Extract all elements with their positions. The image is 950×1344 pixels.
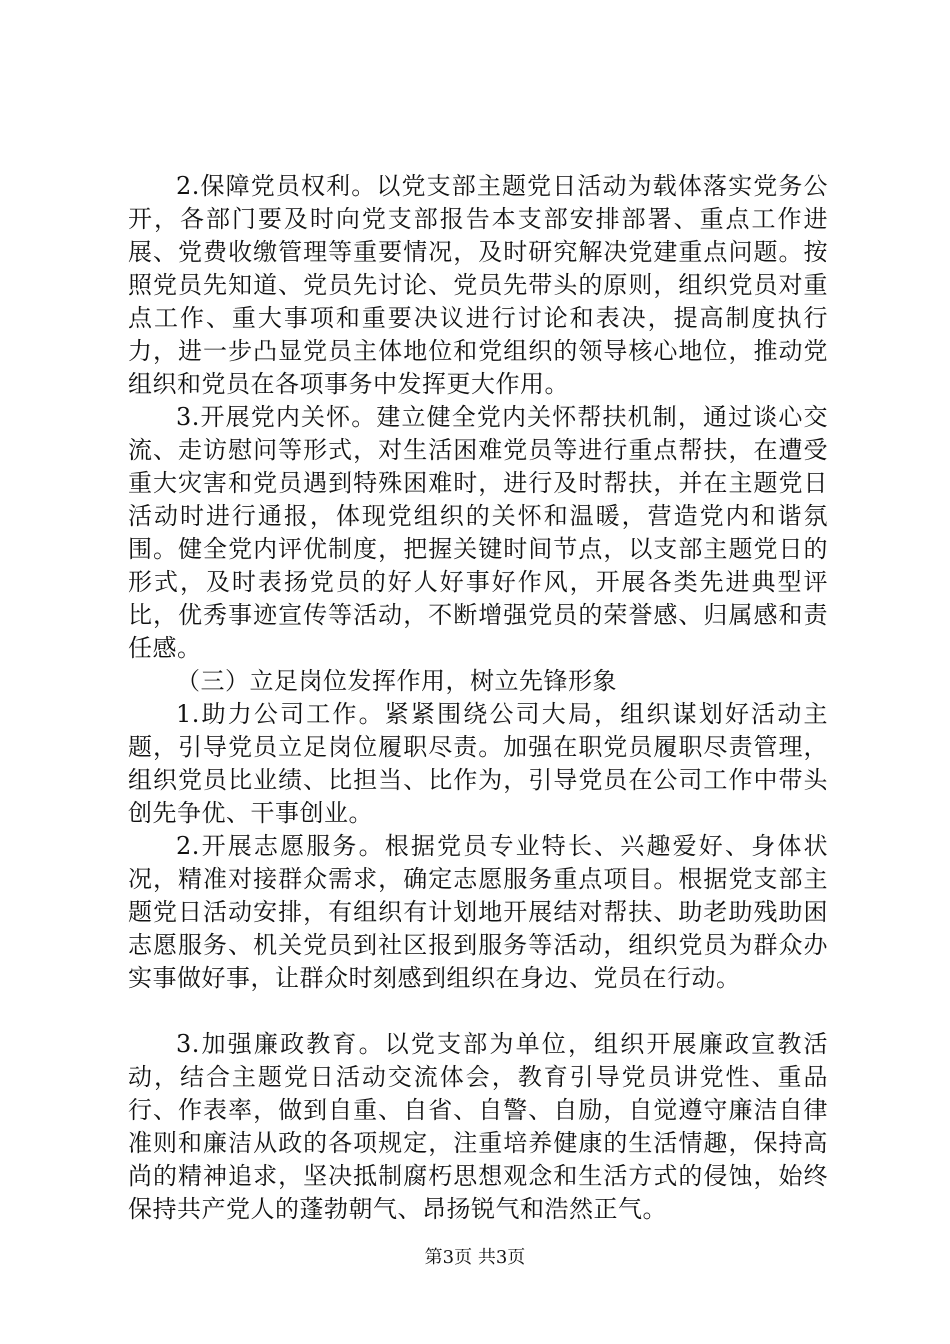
paragraph-protect-rights: 2.保障党员权利。以党支部主题党日活动为载体落实党务公开，各部门要及时向党支部报告本支部安排部署、重点工作进展、党费收缴管理等重要情况，及时研究解决党建重点问题。按照党员先知道、党员先讨论、党员先带头的原则，组织党员对重点工作、重大事项和重要决议进行讨论和表决，提高制度执行力，进一步凸显党员主体地位和党组织的领导核心地位，推动党组织和党员在各项事务中发挥更大作用。 [128, 172, 828, 398]
paragraph-volunteer-service: 2.开展志愿服务。根据党员专业特长、兴趣爱好、身体状况，精准对接群众需求，确定志愿服务重点项目。根据党支部主题党日活动安排，有组织有计划地开展结对帮扶、助老助残助困志愿服务、机关党员到社区报到服务等活动，组织党员为群众办实事做好事，让群众时刻感到组织在身边、党员在行动。 [128, 832, 828, 992]
page-number-footer: 第3页 共3页 [424, 1247, 526, 1268]
paragraph-integrity-education: 3.加强廉政教育。以党支部为单位，组织开展廉政宣教活动，结合主题党日活动交流体会，教育引导党员讲党性、重品行、作表率，做到自重、自省、自警、自励，自觉遵守廉洁自律准则和廉洁从政的各项规定，注重培养健康的生活情趣，保持高尚的精神追求，坚决抵制腐朽思想观念和生活方式的侵蚀，始终保持共产党人的蓬勃朝气、昂扬锐气和浩然正气。 [128, 1030, 828, 1223]
section-heading-three: （三）立足岗位发挥作用，树立先锋形象 [176, 667, 617, 695]
paragraph-gap [128, 995, 828, 1028]
document-body [128, 170, 828, 1226]
paragraph-party-care: 3.开展党内关怀。建立健全党内关怀帮扶机制，通过谈心交流、走访慰问等形式，对生活困难党员等进行重点帮扶，在遭受重大灾害和党员遇到特殊困难时，进行及时帮扶，并在主题党日活动时进行通报，体现党组织的关怀和温暖，营造党内和谐氛围。健全党内评优制度，把握关键时间节点，以支部主题党日的形式，及时表扬党员的好人好事好作风，开展各类先进典型评比，优秀事迹宣传等活动，不断增强党员的荣誉感、归属感和责任感。 [128, 403, 828, 662]
paragraph-company-work: 1.助力公司工作。紧紧围绕公司大局，组织谋划好活动主题，引导党员立足岗位履职尽责。加强在职党员履职尽责管理，组织党员比业绩、比担当、比作为，引导党员在公司工作中带头创先争优、干事创业。 [128, 700, 828, 827]
